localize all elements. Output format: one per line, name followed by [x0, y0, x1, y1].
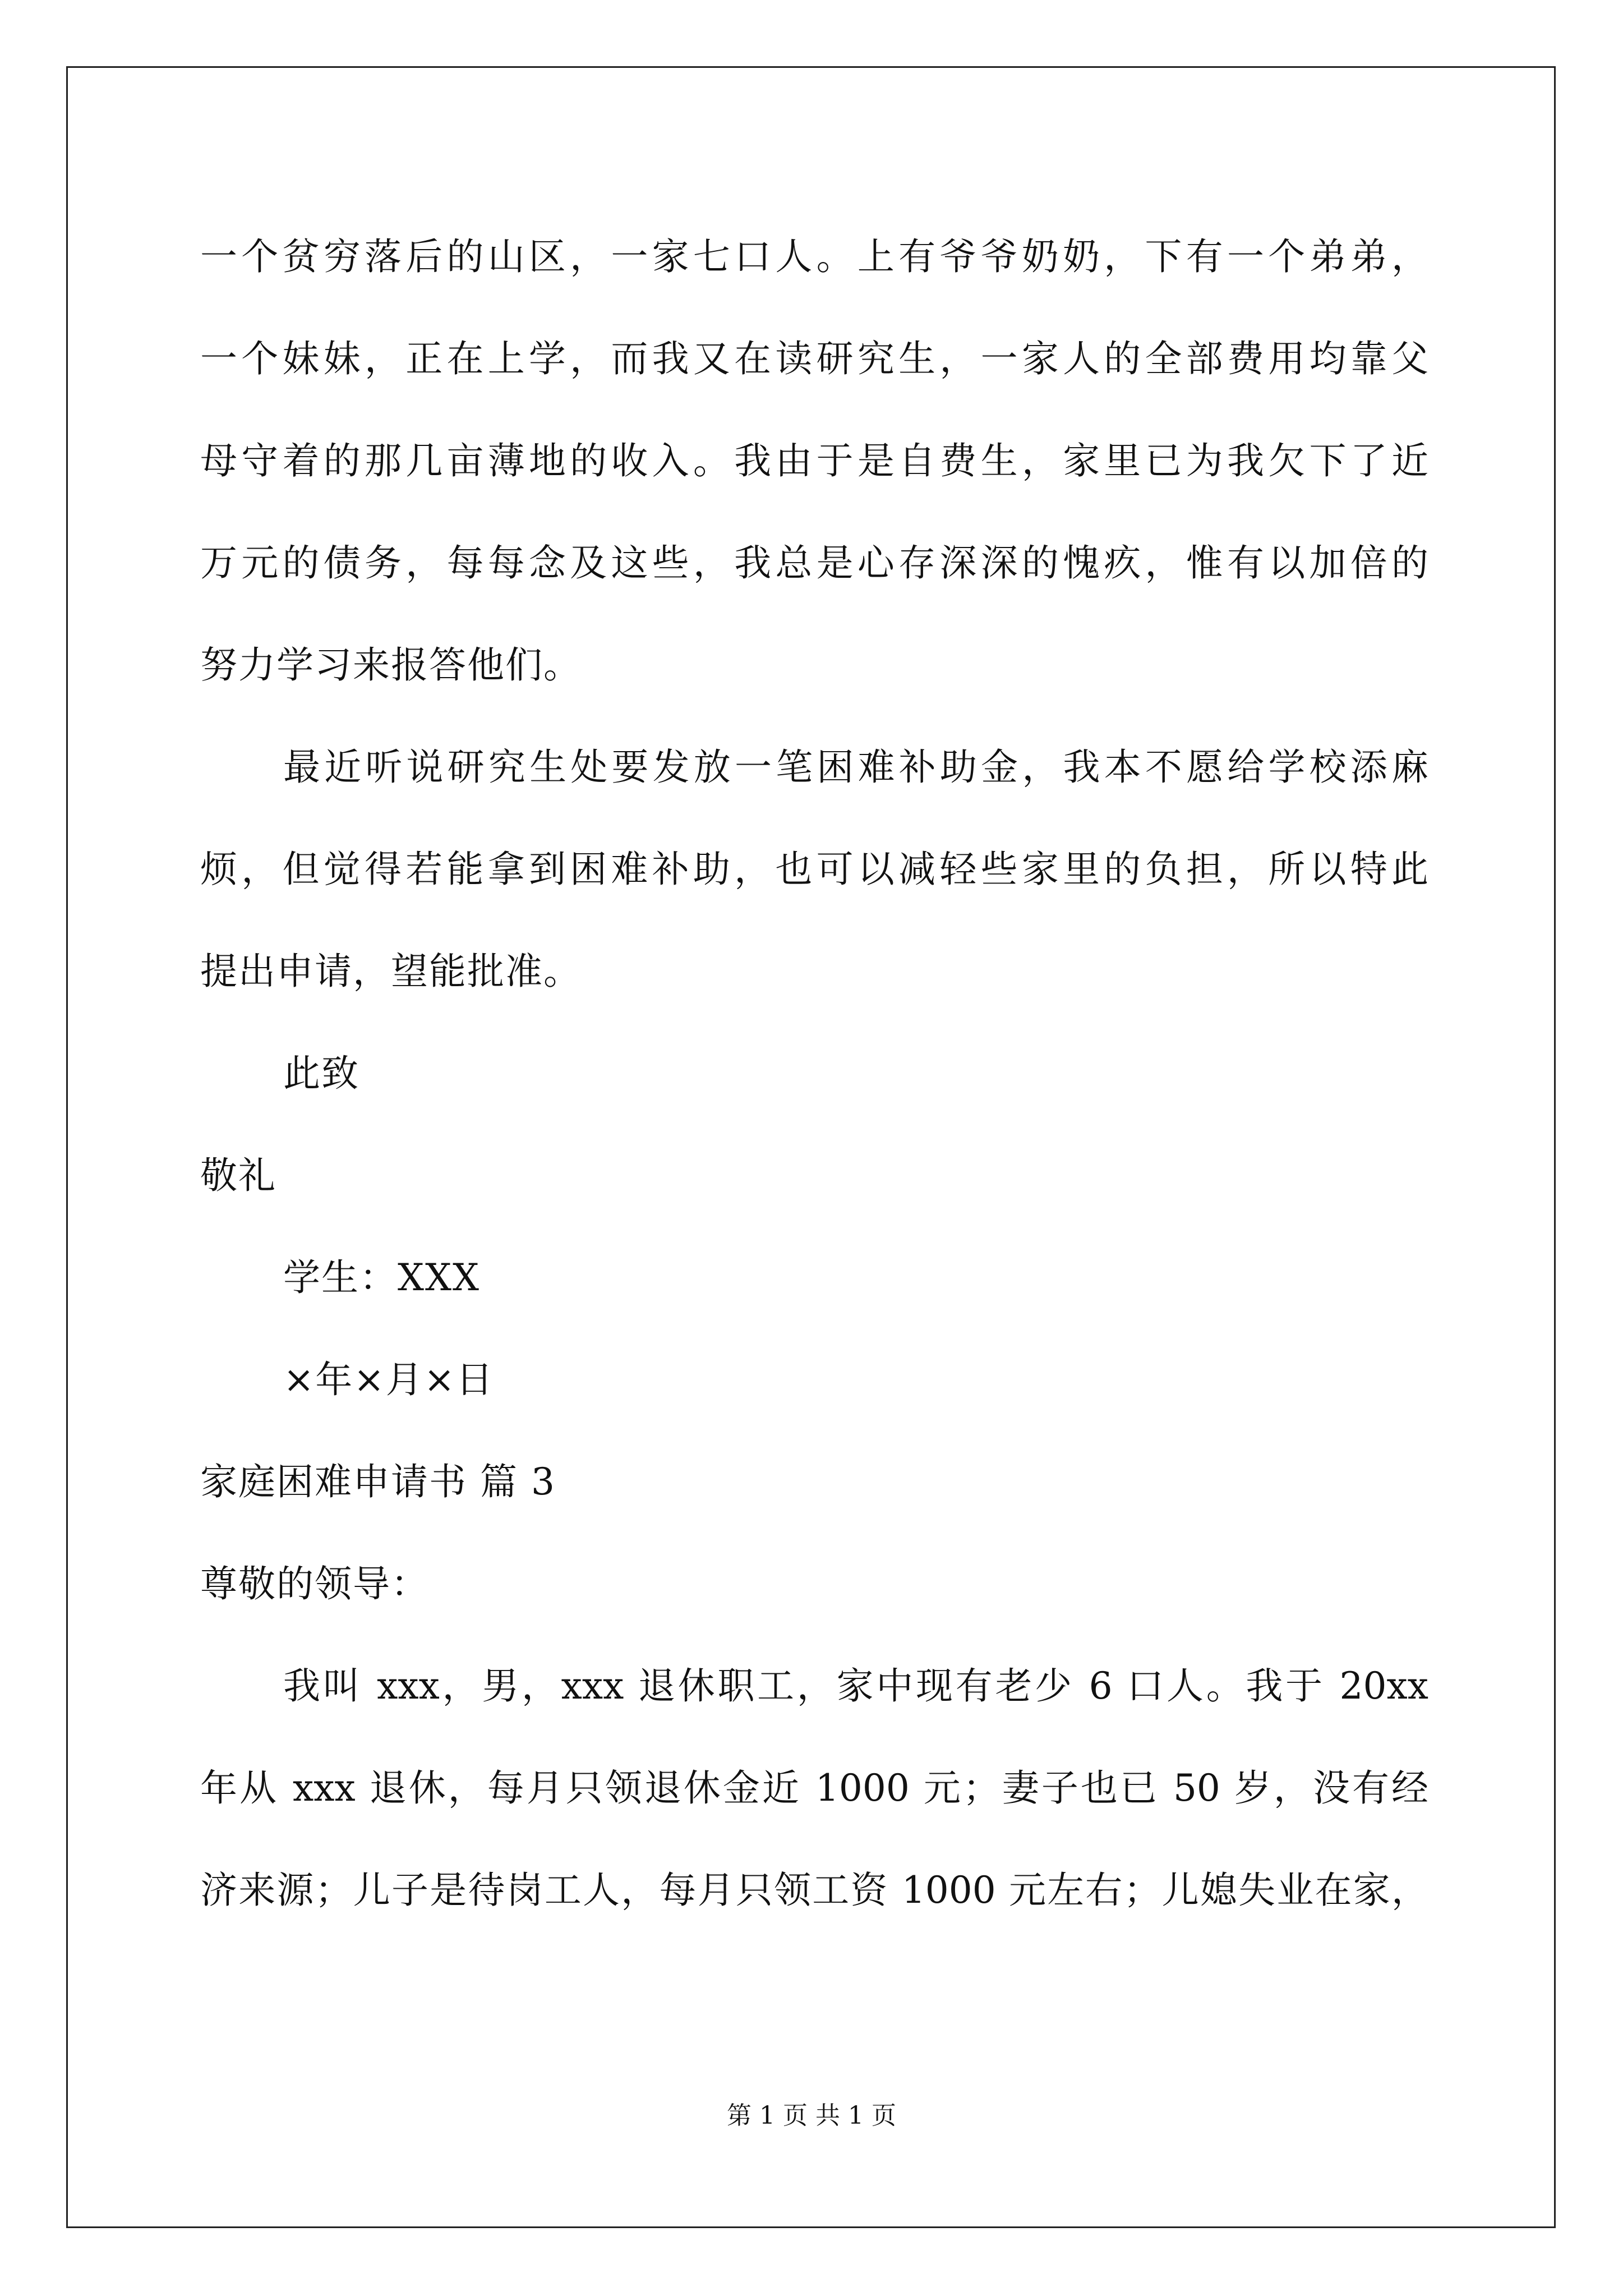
paragraph-line: 提出申请，望能批准。: [200, 950, 582, 993]
paragraph-line: 烦，但觉得若能拿到困难补助，也可以减轻些家里的负担，所以特此: [200, 848, 1428, 891]
page-number-footer: 第 1 页 共 1 页: [727, 2101, 896, 2130]
closing-salutation: 此致: [283, 1052, 359, 1095]
paragraph-line: 最近听说研究生处要发放一笔困难补助金，我本不愿给学校添麻: [283, 746, 1428, 789]
paragraph-line: 一个妹妹，正在上学，而我又在读研究生，一家人的全部费用均靠父: [200, 337, 1428, 380]
section-heading: 家庭困难申请书 篇 3: [200, 1460, 556, 1503]
greeting-line: 尊敬的领导：: [200, 1562, 429, 1605]
paragraph-line: 年从 xxx 退休，每月只领退休金近 1000 元；妻子也已 50 岁，没有经: [200, 1766, 1428, 1810]
paragraph-line: 母守着的那几亩薄地的收入。我由于是自费生，家里已为我欠下了近: [200, 439, 1428, 482]
paragraph-line: 努力学习来报答他们。: [200, 643, 582, 687]
paragraph-line: 一个贫穷落后的山区，一家七口人。上有爷爷奶奶，下有一个弟弟，: [200, 235, 1428, 278]
paragraph-line: 我叫 xxx，男，xxx 退休职工，家中现有老少 6 口人。我于 20xx: [283, 1664, 1428, 1708]
closing-regards: 敬礼: [200, 1154, 276, 1197]
date-line: ×年×月×日: [283, 1358, 494, 1401]
paragraph-line: 万元的债务，每每念及这些，我总是心存深深的愧疚，惟有以加倍的: [200, 541, 1428, 585]
paragraph-line: 济来源；儿子是待岗工人，每月只领工资 1000 元左右；儿媳失业在家，: [200, 1869, 1428, 1912]
signature-line: 学生：XXX: [283, 1256, 480, 1299]
